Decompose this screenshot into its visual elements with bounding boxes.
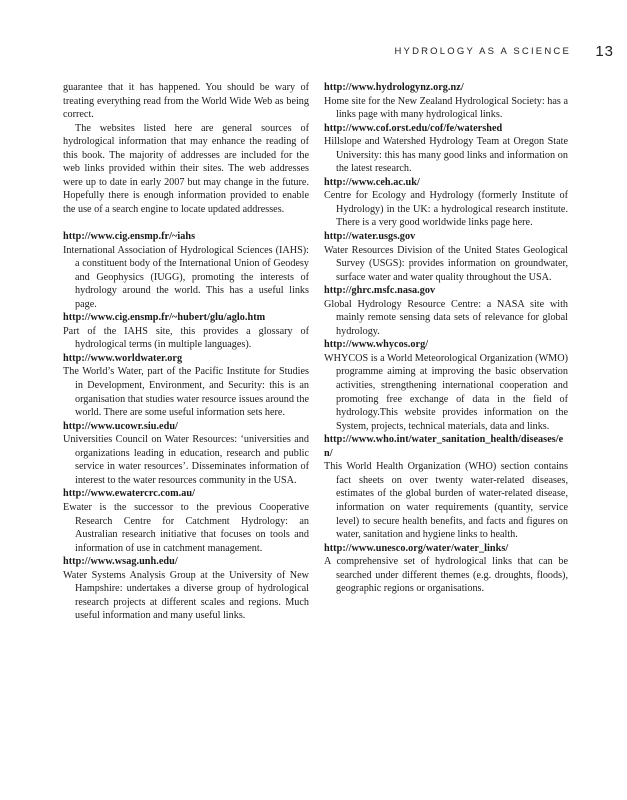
link-url[interactable]: http://www.ewatercrc.com.au/ xyxy=(63,488,196,500)
link-url[interactable]: http://www.unesco.org/water/water_links/ xyxy=(324,542,509,554)
running-header xyxy=(0,44,627,64)
link-url[interactable]: http://www.cig.ensmp.fr/~hubert/glu/aglo.htm xyxy=(63,312,266,324)
right-column xyxy=(324,81,568,596)
link-description: A comprehensive set of hydrological links that can be searched under different themes (e.g. droughts, floods), geographic regions or organisations. xyxy=(324,556,568,595)
section-gap xyxy=(63,216,309,230)
link-url[interactable]: http://www.wsag.unh.edu/ xyxy=(63,556,178,568)
link-url[interactable]: http://ghrc.msfc.nasa.gov xyxy=(324,285,436,297)
link-entry xyxy=(324,284,568,338)
link-entry xyxy=(324,542,568,596)
link-entry xyxy=(324,122,568,176)
link-description: Hillslope and Watershed Hydrology Team at Oregon State University: this has many good links and information on the latest research. xyxy=(324,136,568,175)
link-description: Centre for Ecology and Hydrology (formerly Institute of Hydrology) in the UK: a hydrological research institute. There is a very good worldwide links page here. xyxy=(324,190,568,229)
link-description: This World Health Organization (WHO) section contains fact sheets on over twenty water-related diseases, estimates of the global burden of water-related disease, information on water requirements (quantity, service level) to secure health benefits, and facts and figures on water, sanitation and hygiene links to health. xyxy=(324,461,568,541)
link-description: Water Resources Division of the United States Geological Survey (USGS): provides information on groundwater, surface water and water quality throughout the USA. xyxy=(324,244,568,283)
link-url[interactable]: http://www.who.int/water_sanitation_health/diseases/en/ xyxy=(324,434,564,459)
link-entry xyxy=(63,230,309,311)
link-entry xyxy=(324,176,568,230)
page-number: 13 xyxy=(595,43,614,60)
link-entry xyxy=(63,487,309,555)
link-entry xyxy=(324,338,568,433)
link-url[interactable]: http://www.hydrologynz.org.nz/ xyxy=(324,82,464,93)
link-url[interactable]: http://www.cof.orst.edu/cof/fe/watershed xyxy=(324,122,503,134)
link-description: Home site for the New Zealand Hydrological Society: has a links page with many hydrological links. xyxy=(324,95,568,121)
link-description: Ewater is the successor to the previous Cooperative Research Centre for Catchment Hydrology: an Australian research initiative that focuses on tools and information of use in catchment management. xyxy=(63,501,309,554)
link-url[interactable]: http://www.whycos.org/ xyxy=(324,339,429,351)
link-url[interactable]: http://www.cig.ensmp.fr/~iahs xyxy=(63,231,196,243)
link-description: Part of the IAHS site, this provides a glossary of hydrological terms (in multiple languages). xyxy=(63,325,309,351)
link-url[interactable]: http://www.ceh.ac.uk/ xyxy=(324,176,420,188)
link-entry xyxy=(63,555,309,623)
intro-paragraph: guarantee that it has happened. You should be wary of treating everything read from the World Wide Web as being correct. xyxy=(63,82,309,121)
link-url[interactable]: http://www.ucowr.siu.edu/ xyxy=(63,420,178,432)
link-entry xyxy=(63,352,309,420)
link-description: The World’s Water, part of the Pacific Institute for Studies in Development, Environment, and Security: this is an organisation that studies water resource issues around the world. There are some useful information sets here. xyxy=(63,366,309,419)
link-url[interactable]: http://water.usgs.gov xyxy=(324,231,416,243)
link-url[interactable]: http://www.worldwater.org xyxy=(63,352,183,364)
link-description: International Association of Hydrological Sciences (IAHS): a constituent body of the International Union of Geodesy and Geophysics (IUGG), promoting the interests of hydrology around the world. This has a useful links page. xyxy=(63,244,309,310)
link-entry xyxy=(324,230,568,284)
link-description: WHYCOS is a World Meteorological Organization (WMO) programme aiming at improving the basic observation activities, strengthening international cooperation and promoting free exchange of data in the field of hydrology.This website provides information on the System, projects, technical materials, data and links. xyxy=(324,352,568,432)
link-entry xyxy=(63,311,309,352)
link-description: Water Systems Analysis Group at the University of New Hampshire: undertakes a diverse group of hydrological research projects at different scales and regions. Much useful information and many useful links. xyxy=(63,569,309,622)
link-description: Universities Council on Water Resources: ‘universities and organizations leading in education, research and public service in water resources’. Disseminates information of interest to the water resources community in the USA. xyxy=(63,434,309,486)
left-column xyxy=(63,81,309,623)
link-entry xyxy=(324,81,568,122)
intro-paragraph: The websites listed here are general sources of hydrological information that may enhance the reading of this book. The majority of addresses are included for the web links provided within their sites. The web addresses were up to date in early 2007 but may change in the future. Hopefully there is enough information provided to enable the use of a search engine to locate updated addresses. xyxy=(63,122,309,215)
link-entry xyxy=(63,420,309,488)
link-entry xyxy=(324,433,568,541)
running-title: HYDROLOGY AS A SCIENCE xyxy=(394,46,571,57)
link-description: Global Hydrology Resource Centre: a NASA site with mainly remote sensing data sets of relevance for global hydrology. xyxy=(324,298,568,337)
